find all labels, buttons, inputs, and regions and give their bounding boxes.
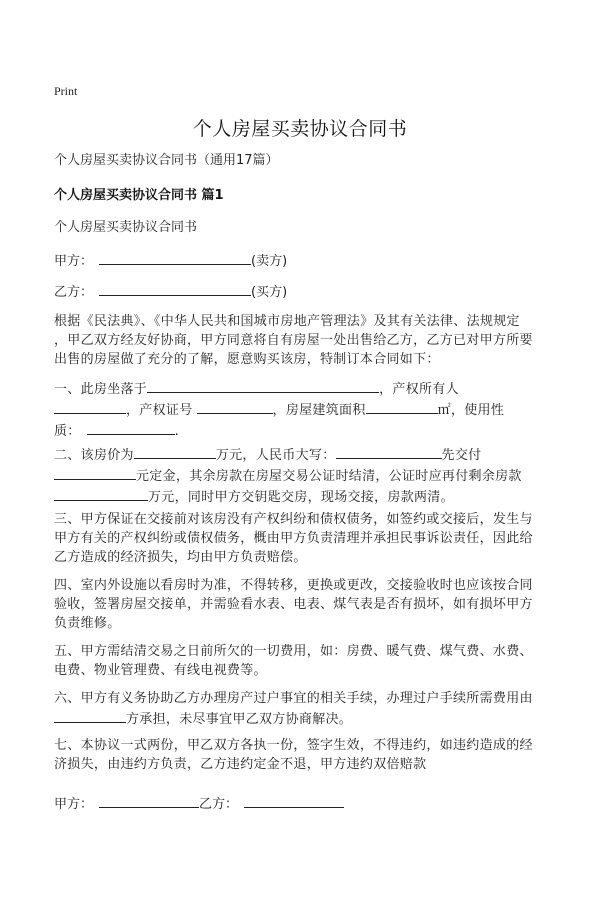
clause-text: 先交付 [441, 448, 482, 463]
party-a-label: 甲方： [54, 254, 94, 269]
clause-6 [54, 689, 546, 729]
clause-line: 验收，签署房屋交接单，并需验看水表、电表、煤气表是否有损坏，如有损坏甲方 [54, 597, 533, 612]
clause-text: ，产权所有人 [379, 382, 459, 397]
inner-title: 个人房屋买卖协议合同书 [54, 220, 198, 235]
usage-blank[interactable] [87, 420, 175, 435]
remaining-payment-blank[interactable] [54, 486, 148, 501]
clause-3 [54, 510, 546, 567]
clause-line: 四、室内外设施以看房时为准，不得转移，更换或更改，交接验收时也应该按合同 [54, 578, 533, 593]
clause-text: 万元，人民币大写： [215, 448, 336, 463]
signature-party-b-blank[interactable] [244, 793, 344, 808]
clause-line: 七、本协议一式两份，甲乙双方各执一份，签字生效，不得违约，如违约造成的经 [54, 738, 533, 753]
party-a-line [54, 250, 287, 271]
price-in-words-blank[interactable] [336, 444, 442, 459]
clause-text: 万元，同时甲方交钥匙交房，现场交接，房款两清。 [148, 490, 454, 505]
clause-7 [54, 736, 546, 774]
deposit-blank[interactable] [54, 465, 136, 480]
certificate-number-blank[interactable] [197, 399, 273, 414]
party-b-label: 乙方： [54, 285, 94, 300]
clause-1 [54, 378, 546, 441]
intro-paragraph [54, 312, 546, 369]
document-subtitle: 个人房屋买卖协议合同书（通用17篇） [54, 153, 279, 168]
party-b-line [54, 281, 287, 302]
clause-line: 济损失，由违约方负责，乙方违约定金不退，甲方违约双倍赔款 [54, 757, 427, 772]
document-title: 个人房屋买卖协议合同书 [192, 118, 408, 140]
party-a-blank[interactable] [99, 250, 251, 265]
clause-line: 电费、物业管理费、有线电视费等。 [54, 663, 267, 678]
section-heading: 个人房屋买卖协议合同书 篇1 [54, 188, 224, 203]
clause-line: 五、甲方需结清交易之日前所欠的一切费用，如：房费、暖气费、煤气费、水费、 [54, 644, 533, 659]
fee-bearer-blank[interactable] [54, 708, 126, 723]
clause-text: 元定金，其余房款在房屋交易公证时结清，公证时应再付剩余房款 [136, 469, 522, 484]
location-blank[interactable] [147, 378, 379, 393]
clause-text: ，房屋建筑面积 [272, 403, 366, 418]
clause-line: 三、甲方保证在交接前对该房没有产权纠纷和债权债务，如签约或交接后，发生与 [54, 512, 533, 527]
clause-line: 乙方造成的经济损失，均由甲方负责赔偿。 [54, 550, 307, 565]
intro-line: 根据《民法典》、《中华人民共和国城市房地产管理法》及其有关法律、法规规定 [54, 314, 520, 329]
clause-text: 二、该房价为 [54, 448, 134, 463]
clause-4 [54, 576, 546, 633]
signature-party-b-label: 乙方： [199, 797, 239, 812]
intro-line: 出售的房屋做了充分的了解，愿意购买该房，特制订本合同如下： [54, 352, 440, 367]
clause-text: 一、此房坐落于 [54, 382, 148, 397]
party-b-blank[interactable] [99, 281, 251, 296]
clause-text: 质： [54, 424, 81, 439]
intro-line: ，甲乙双方经友好协商，甲方同意将自有房屋一处出售给乙方，乙方已对甲方所要 [54, 333, 533, 348]
clause-text: ，产权证号 [126, 403, 193, 418]
clause-2 [54, 444, 546, 507]
signature-line [54, 793, 344, 814]
clause-text: ㎡，使用性 [437, 403, 505, 418]
owner-blank[interactable] [54, 399, 126, 414]
clause-line: 甲方有关的产权纠纷或债权债务，概由甲方负责清理并承担民事诉讼责任，因此给 [54, 531, 533, 546]
signature-party-a-label: 甲方： [54, 797, 94, 812]
clause-line: 六、甲方有义务协助乙方办理房产过户事宜的相关手续，办理过户手续所需费用由 [54, 691, 533, 706]
clause-line: 负责维修。 [54, 616, 121, 631]
clause-text: . [174, 424, 180, 439]
price-blank[interactable] [134, 444, 216, 459]
print-label: Print [54, 84, 78, 98]
clause-text: 方承担，未尽事宜甲乙双方协商解决。 [126, 712, 353, 727]
area-blank[interactable] [366, 399, 438, 414]
party-a-role: (卖方) [251, 254, 288, 269]
party-b-role: (买方) [251, 285, 288, 300]
signature-party-a-blank[interactable] [99, 793, 199, 808]
clause-5 [54, 642, 546, 680]
